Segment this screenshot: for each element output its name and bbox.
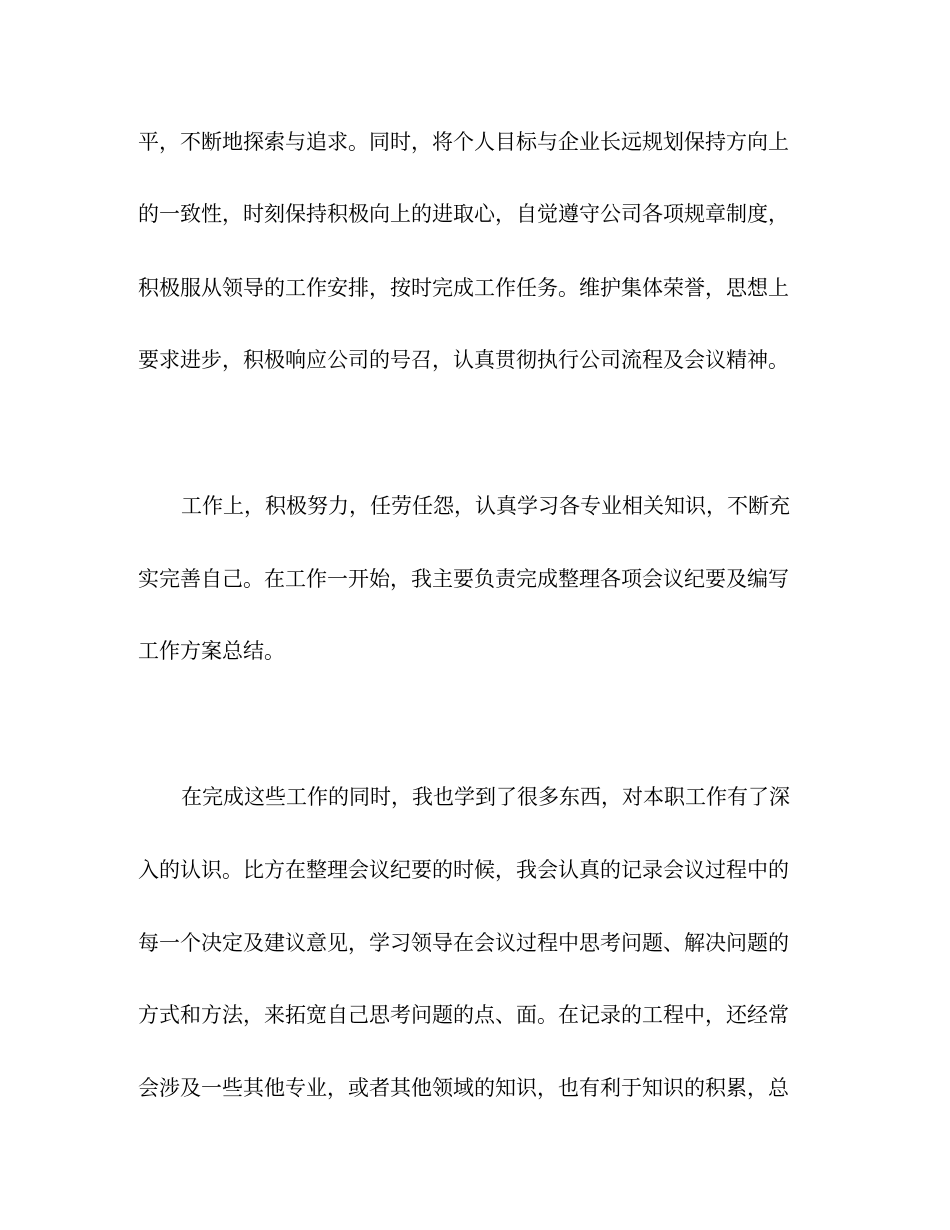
text-line: 在完成这些工作的同时，我也学到了很多东西，对本职工作有了深 — [181, 785, 790, 809]
text-line: 会涉及一些其他专业，或者其他领域的知识，也有利于知识的积累，总 — [138, 1076, 789, 1100]
text-line: 每一个决定及建议意见，学习领导在会议过程中思考问题、解决问题的 — [138, 931, 789, 955]
text-line: 积极服从领导的工作安排，按时完成工作任务。维护集体荣誉，思想上 — [138, 276, 789, 300]
text-line: 工作方案总结。 — [138, 639, 285, 663]
text-line: 平，不断地探索与追求。同时，将个人目标与企业长远规划保持方向上 — [138, 130, 789, 154]
text-line: 的一致性，时刻保持积极向上的进取心，自觉遵守公司各项规章制度， — [138, 202, 789, 226]
text-line: 实完善自己。在工作一开始，我主要负责完成整理各项会议纪要及编写 — [138, 567, 789, 591]
text-line: 要求进步，积极响应公司的号召，认真贯彻执行公司流程及会议精神。 — [138, 348, 789, 372]
text-line: 方式和方法，来拓宽自己思考问题的点、面。在记录的工程中，还经常 — [138, 1003, 789, 1027]
text-line: 工作上，积极努力，任劳任怨，认真学习各专业相关知识，不断充 — [181, 494, 790, 518]
text-line: 入的认识。比方在整理会议纪要的时候，我会认真的记录会议过程中的 — [138, 858, 789, 882]
